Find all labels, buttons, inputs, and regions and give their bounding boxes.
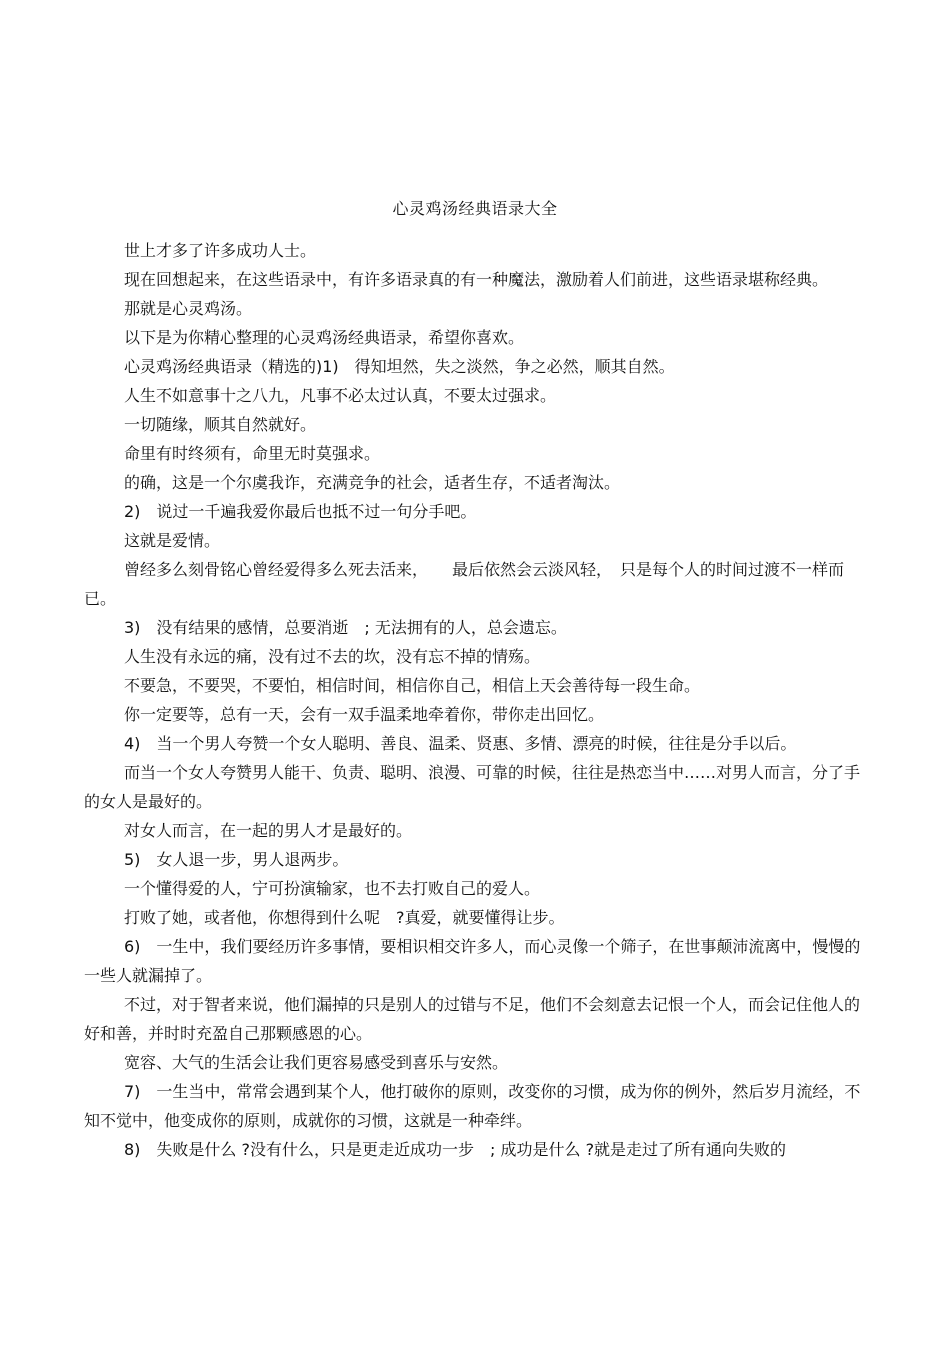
- paragraph: 而当一个女人夸赞男人能干、负责、聪明、浪漫、可靠的时候，往往是热恋当中……对男人而言，分了手的女人是最好的。: [84, 763, 861, 811]
- paragraph: 命里有时终须有，命里无时莫强求。: [124, 444, 381, 463]
- paragraph: 以下是为你精心整理的心灵鸡汤经典语录，希望你喜欢。: [124, 328, 525, 347]
- paragraph: 这就是爱情。: [124, 531, 221, 550]
- paragraph: 的确，这是一个尔虞我诈，充满竞争的社会，适者生存，不适者淘汰。: [124, 473, 621, 492]
- paragraph: 世上才多了许多成功人士。: [124, 241, 317, 260]
- paragraph: 7) 一生当中，常常会遇到某个人，他打破你的原则，改变你的习惯，成为你的例外，然后岁月流经，不知不觉中，他变成你的原则，成就你的习惯，这就是一种牵绊。: [84, 1082, 861, 1130]
- document-body: [84, 236, 874, 1164]
- paragraph: 那就是心灵鸡汤。: [124, 299, 253, 318]
- paragraph: 宽容、大气的生活会让我们更容易感受到喜乐与安然。: [124, 1053, 509, 1072]
- paragraph: 心灵鸡汤经典语录（精选的)1) 得知坦然，失之淡然，争之必然，顺其自然。: [124, 357, 675, 376]
- paragraph: 8) 失败是什么 ?没有什么，只是更走近成功一步 ; 成功是什么 ?就是走过了所有通向失败的: [124, 1140, 787, 1159]
- paragraph: 6) 一生中，我们要经历许多事情，要相识相交许多人，而心灵像一个筛子，在世事颠沛流离中，慢慢的一些人就漏掉了。: [84, 937, 861, 985]
- paragraph: 5) 女人退一步，男人退两步。: [124, 850, 349, 869]
- paragraph: 你一定要等，总有一天，会有一双手温柔地牵着你，带你走出回忆。: [124, 705, 605, 724]
- paragraph: 人生不如意事十之八九，凡事不必太过认真，不要太过强求。: [124, 386, 557, 405]
- paragraph: 曾经多么刻骨铭心曾经爱得多么死去活来， 最后依然会云淡风轻， 只是每个人的时间过渡不一样而已。: [84, 560, 845, 608]
- paragraph: 不过，对于智者来说，他们漏掉的只是别人的过错与不足，他们不会刻意去记恨一个人，而会记住他人的好和善，并时时充盈自己那颗感恩的心。: [84, 995, 861, 1043]
- paragraph: 不要急，不要哭，不要怕，相信时间，相信你自己，相信上天会善待每一段生命。: [124, 676, 701, 695]
- paragraph: 一切随缘，顺其自然就好。: [124, 415, 317, 434]
- document-title: 心灵鸡汤经典语录大全: [392, 199, 558, 218]
- paragraph: 4) 当一个男人夸赞一个女人聪明、善良、温柔、贤惠、多情、漂亮的时候，往往是分手以后。: [124, 734, 797, 753]
- paragraph: 2) 说过一千遍我爱你最后也抵不过一句分手吧。: [124, 502, 477, 521]
- paragraph: 打败了她，或者他，你想得到什么呢 ?真爱，就要懂得让步。: [124, 908, 565, 927]
- paragraph: 现在回想起来，在这些语录中，有许多语录真的有一种魔法，激励着人们前进，这些语录堪称经典。: [124, 270, 829, 289]
- paragraph: 人生没有永远的痛，没有过不去的坎，没有忘不掉的情殇。: [124, 647, 541, 666]
- paragraph: 3) 没有结果的感情，总要消逝 ; 无法拥有的人，总会遗忘。: [124, 618, 567, 637]
- paragraph: 一个懂得爱的人，宁可扮演输家，也不去打败自己的爱人。: [124, 879, 541, 898]
- paragraph: 对女人而言，在一起的男人才是最好的。: [124, 821, 413, 840]
